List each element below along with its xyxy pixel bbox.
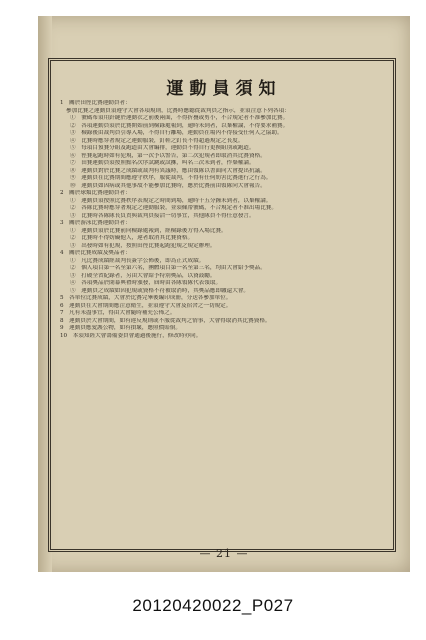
- body-line: ② 個人項目第一名至第六名，團體項目第一名至第三名，均由大會給予獎品。: [70, 265, 266, 271]
- body-line: ③ 打破全省紀錄者，另由大會給予特別獎品，以資鼓勵。: [70, 272, 216, 279]
- image-caption: 20120420022_P027: [132, 596, 294, 615]
- body-line: ① 號碼布須用針縫於運動衣之前後兩面，不得折疊或剪小，不合規定者不准參加比賽。: [70, 115, 289, 121]
- body-line: 6 運動員在大會期間應注意衛生，並須遵守大會及宿舍之一切規定。: [60, 302, 232, 309]
- body-line: 7 凡有未盡事宜，得由大會隨時補充公佈之。: [60, 310, 176, 316]
- body-line: ① 凡比賽成績經裁判長簽字公佈後，即為正式成績。: [70, 257, 205, 264]
- body-line: ① 運動員須於比賽前向檢錄處報到，經檢錄後方得入場比賽。: [70, 227, 227, 234]
- document-body: [60, 100, 390, 340]
- body-line: ③ 比賽時各隊隊長負責與裁判員接洽一切事宜，其他隊員不得任意發言。: [70, 212, 255, 219]
- body-line: 3 關於游泳比賽運動員者：: [60, 220, 131, 226]
- body-line: ⑥ 徑賽起跑時如有犯規，第一次予以警告，第二次犯規者即取消其比賽資格。: [70, 152, 266, 159]
- body-line: 9 運動員應愛護公物，如有損壞，應照價賠償。: [60, 325, 182, 331]
- scanned-page: [38, 16, 410, 572]
- body-line: 4 關於比賽成績及獎品者：: [60, 250, 131, 256]
- body-line: ① 運動員須按照比賽秩序表規定之時間到場，逾時十五分鐘未到者，以棄權論。: [70, 197, 272, 204]
- body-line: ⑤ 運動員之成績如因犯規或資格不符被取消時，其獎品應即繳還大會。: [70, 287, 250, 294]
- body-line: 1 關於田徑比賽運動員者：: [60, 100, 131, 106]
- body-line: ④ 各項獎品於閉幕典禮時頒發，屆時由各隊領隊代表領取。: [70, 280, 222, 286]
- body-line: ② 各隊比賽時應穿著規定之運動服裝，並須佩帶號碼，不合規定者不准出場比賽。: [70, 205, 277, 211]
- body-line: ② 各項運動員須於比賽開始前到檢錄處報到，逾時未到者，以棄權論，不得要求補賽。: [70, 122, 289, 129]
- body-line: 8 運動員於大會期間，如有違反規則或不服從裁判之情事，大會得取消其比賽資格。: [60, 317, 271, 324]
- body-line: 10 本須知經大會籌備委員會通過後施行，修改時亦同。: [60, 332, 202, 339]
- body-line: ⑨ 運動員在比賽期間應遵守秩序，服從裁判，不得有任何妨害比賽進行之行為。: [70, 175, 272, 181]
- document-title: 運動員須知: [166, 79, 282, 99]
- body-line: ⑦ 田賽運動員須按照點名次序試跳或試擲，叫名三次未到者，作棄權論。: [70, 160, 255, 166]
- body-line: 參加比賽之運動員須遵守大會各項規則，比賽時應聽從裁判員之指示，並須注意下列各項：: [66, 107, 290, 114]
- body-line: ⑤ 每項目預賽分組及跑道由大會編排，運動員不得自行更換組別或跑道。: [70, 145, 255, 151]
- body-line: ⑩ 運動員如因病或其他事故不能參加比賽時，應於比賽前由領隊向大會報告。: [70, 182, 266, 189]
- body-line: ③ 檢錄後由裁判員引導入場，不得自行離場，運動員在場內不得接受任何人之協助。: [70, 130, 283, 136]
- body-line: ⑧ 運動員對於比賽之成績或裁判有異議時，應由領隊以書面向大會提出抗議。: [70, 167, 266, 174]
- body-line: 2 關於球類比賽運動員者：: [60, 190, 131, 196]
- body-line: ③ 出發時如有犯規，按照田徑比賽起跑犯規之規定辦理。: [70, 242, 216, 249]
- body-line: ② 比賽時不得妨礙他人，違者取消其比賽資格。: [70, 235, 194, 241]
- body-line: 5 各單位比賽成績，大會於比賽完畢後編印成冊，分送各參加單位。: [60, 295, 232, 301]
- page-number: — 21 —: [199, 547, 249, 560]
- body-line: ④ 比賽時應穿著規定之運動服裝，釘鞋之釘長不得超過規定之長度。: [70, 137, 244, 144]
